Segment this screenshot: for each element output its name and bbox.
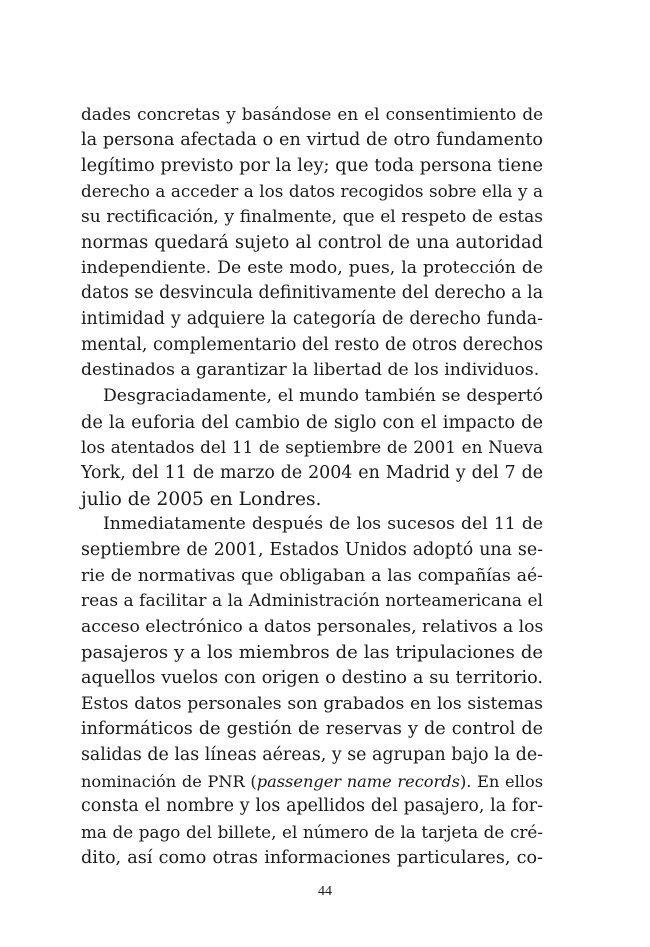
text-line: legítimo previsto por la ley; que toda persona tiene xyxy=(81,155,543,177)
page-number: 44 xyxy=(318,884,332,899)
text-line: su rectificación, y finalmente, que el respeto de estas xyxy=(81,206,543,227)
text-line: salidas de las líneas aéreas, y se agrupan bajo la de- xyxy=(81,745,543,766)
text-line: consta el nombre y los apellidos del pasajero, la for- xyxy=(81,796,543,817)
text-line: la persona afectada o en virtud de otro fundamento xyxy=(81,129,543,150)
text-line: de la euforia del cambio de siglo con el impacto de xyxy=(81,411,543,433)
pnr-before: nominación de PNR ( xyxy=(81,771,257,791)
text-line: ma de pago del billete, el número de la tarjeta de cré- xyxy=(81,821,543,842)
text-line: normas quedará sujeto al control de una autoridad xyxy=(81,232,543,254)
text-line: datos se desvincula definitivamente del derecho a la xyxy=(81,283,544,304)
text-line: dades concretas y basándose en el consentimiento de xyxy=(81,104,543,124)
text-line: julio de 2005 en Londres. xyxy=(81,488,322,510)
text-line: dito, así como otras informaciones particulares, co- xyxy=(81,847,543,868)
pnr-text-line xyxy=(81,769,543,795)
text-line: los atentados del 11 de septiembre de 2001 en Nueva xyxy=(81,437,543,458)
text-line: rie de normativas que obligaban a las compañías aé- xyxy=(81,565,543,586)
text-line: derecho a acceder a los datos recogidos sobre ella y a xyxy=(81,180,543,201)
text-line: intimidad y adquiere la categoría de derecho funda- xyxy=(81,309,543,330)
text-line: Inmediatamente después de los sucesos del 11 de xyxy=(103,514,543,535)
pnr-italic-term: passenger name records xyxy=(256,771,460,791)
paragraph-2 xyxy=(81,384,543,512)
text-line: Desgraciadamente, el mundo también se despertó xyxy=(103,386,543,407)
text-line: Estos datos personales son grabados en los sistemas xyxy=(81,693,543,714)
text-line: destinados a garantizar la libertad de los individuos. xyxy=(81,360,540,381)
paragraph-1 xyxy=(81,102,543,384)
text-line: independiente. De este modo, pues, la protección de xyxy=(81,257,543,278)
text-line: York, del 11 de marzo de 2004 en Madrid y del 7 de xyxy=(81,462,543,483)
paragraph-3 xyxy=(81,512,543,871)
body-text xyxy=(81,102,543,871)
text-line: reas a facilitar a la Administración norteamericana el xyxy=(81,591,543,612)
text-line: mental, complementario del resto de otros derechos xyxy=(81,334,543,355)
text-line: septiembre de 2001, Estados Unidos adoptó una se- xyxy=(81,539,543,560)
text-line: informáticos de gestión de reservas y de control de xyxy=(81,719,543,740)
text-line: pasajeros y a los miembros de las tripulaciones de xyxy=(81,642,543,664)
pnr-after: ). En ellos xyxy=(459,771,543,791)
text-line: acceso electrónico a datos personales, relativos a los xyxy=(81,616,544,637)
text-line: aquellos vuelos con origen o destino a su territorio. xyxy=(81,668,543,689)
